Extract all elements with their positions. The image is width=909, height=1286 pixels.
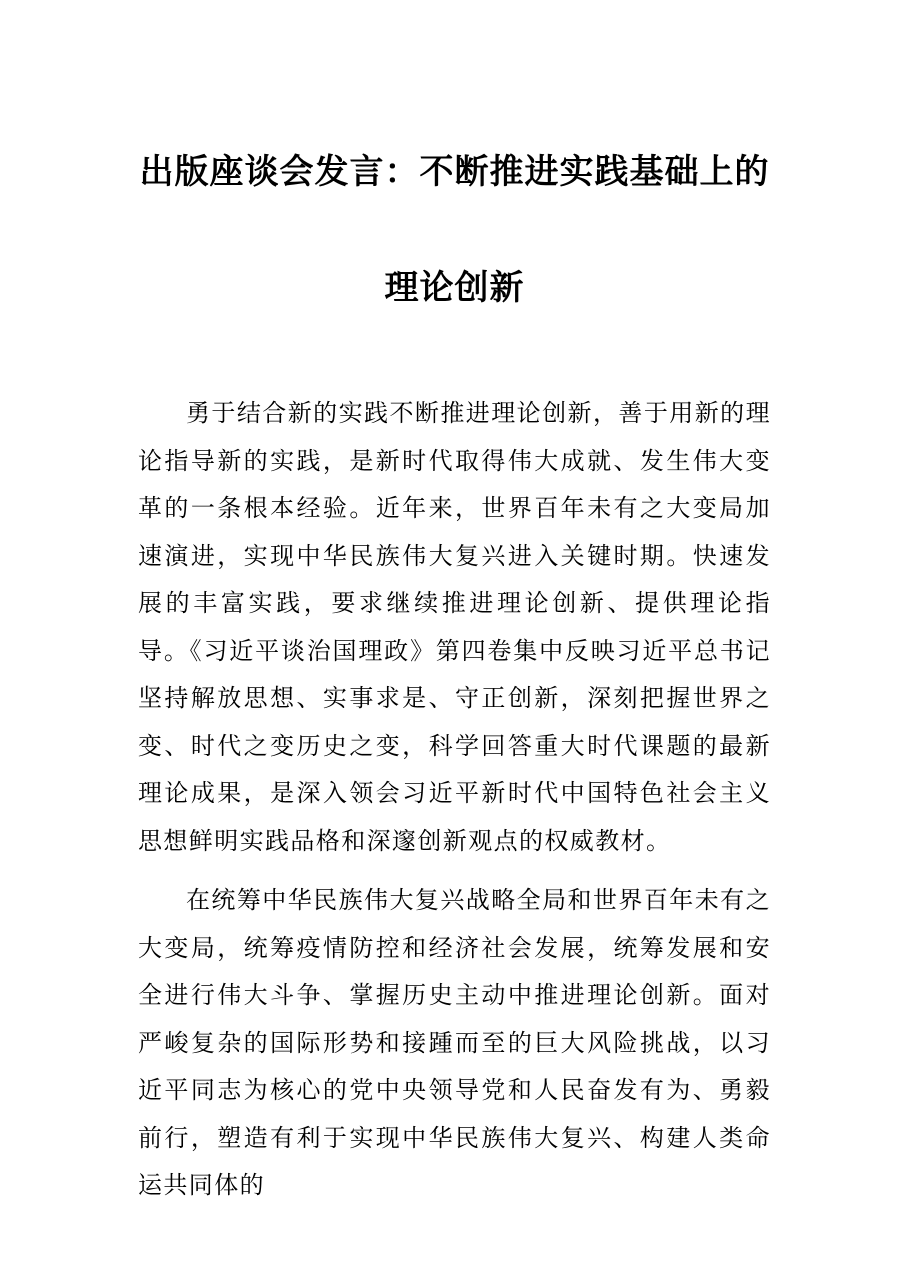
- body-paragraph-2: 在统筹中华民族伟大复兴战略全局和世界百年未有之大变局，统筹疫情防控和经济社会发展，统筹发展和安全进行伟大斗争、掌握历史主动中推进理论创新。面对严峻复杂的国际形势和接踵而至的巨大风险挑战，以习近平同志为核心的党中央领导党和人民奋发有为、勇毅前行，塑造有利于实现中华民族伟大复兴、构建人类命运共同体的: [138, 886, 771, 1199]
- document-title-line-1: 出版座谈会发言：不断推进实践基础上的: [139, 152, 770, 192]
- document-title-line-2: 理论创新: [384, 268, 525, 308]
- body-paragraph-1: 勇于结合新的实践不断推进理论创新，善于用新的理论指导新的实践，是新时代取得伟大成就、发生伟大变革的一条根本经验。近年来，世界百年未有之大变局加速演进，实现中华民族伟大复兴进入关键时期。快速发展的丰富实践，要求继续推进理论创新、提供理论指导。《习近平谈治国理政》第四卷集中反映习近平总书记坚持解放思想、实事求是、守正创新，深刻把握世界之变、时代之变历史之变，科学回答重大时代课题的最新理论成果，是深入领会习近平新时代中国特色社会主义思想鲜明实践品格和深邃创新观点的权威教材。: [138, 399, 771, 855]
